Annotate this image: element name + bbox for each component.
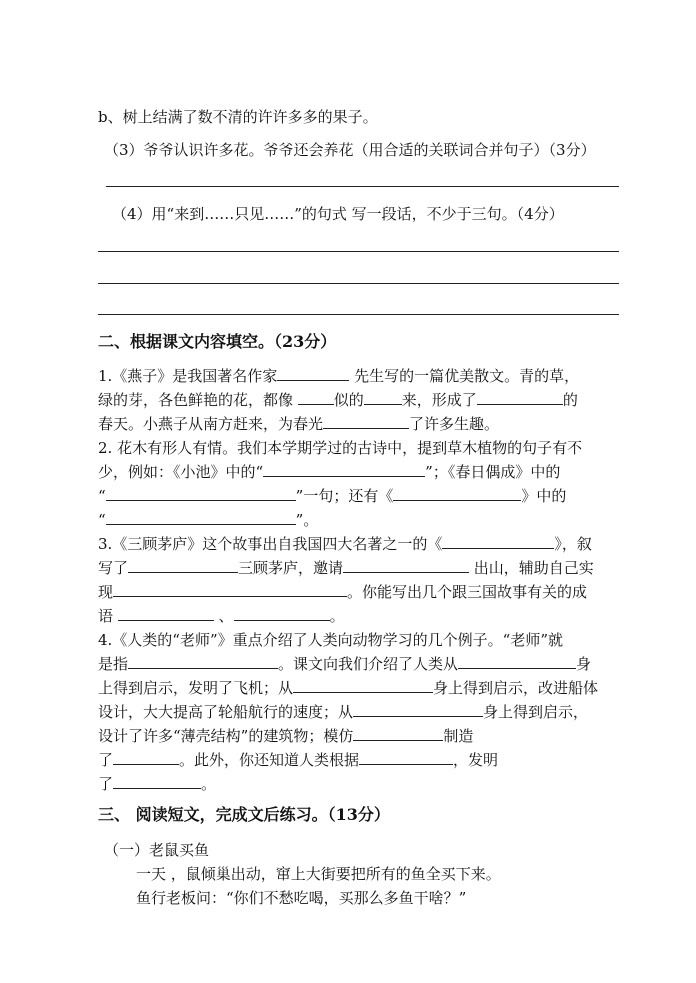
- text: 了许多生趣。: [409, 415, 500, 433]
- s2-q3-line1: [98, 534, 592, 554]
- text: “: [98, 487, 106, 505]
- s2-q4-line4: [98, 702, 588, 722]
- s2-q2-line2: [98, 462, 560, 482]
- fill-blank[interactable]: [458, 654, 576, 669]
- text: 现: [98, 583, 114, 601]
- s2-q1-line1: [98, 366, 579, 386]
- text: 来，形成了: [401, 391, 477, 409]
- fill-blank[interactable]: [128, 558, 238, 573]
- fill-blank[interactable]: [442, 534, 554, 549]
- fill-blank[interactable]: [477, 390, 563, 405]
- s2-q1-line2: [98, 390, 578, 410]
- text: ”。: [295, 511, 319, 529]
- s2-q2-line4: [98, 510, 318, 530]
- fill-blank[interactable]: [106, 510, 296, 525]
- text: ”；《春日偶成》中的: [425, 463, 561, 481]
- text: 春天。小燕子从南方赶来，为春光: [98, 415, 324, 433]
- s2-q4-line2: [98, 654, 591, 674]
- fill-blank[interactable]: [113, 774, 201, 789]
- text: 设计了许多“薄壳结构”的建筑物；模仿: [98, 727, 354, 745]
- text: 身上得到启示，: [483, 703, 589, 721]
- text: 少，例如：《小池》中的“: [98, 463, 264, 481]
- question-3: （3）爷爷认识许多花。爷爷还会养花（用合适的关联词合并句子）（3分）: [104, 141, 596, 159]
- fill-blank[interactable]: [343, 558, 469, 573]
- text: 。你能写出几个跟三国故事有关的成: [347, 583, 588, 601]
- fill-blank[interactable]: [353, 702, 483, 717]
- passage-paragraph: 鱼行老板问：“你们不愁吃喝，买那么多鱼干啥？”: [136, 889, 467, 907]
- s2-q2-line1: 2. 花木有形人有情。我们本学期学过的古诗中，提到草木植物的句子有不: [98, 439, 583, 457]
- fill-blank[interactable]: [277, 366, 349, 381]
- s2-q2-line3: [98, 486, 566, 506]
- text: 似的: [333, 391, 364, 409]
- section-2-title: 二、根据课文内容填空。（23分）: [98, 332, 337, 351]
- fill-blank[interactable]: [359, 750, 453, 765]
- text: 的: [562, 391, 578, 409]
- fill-blank[interactable]: [113, 750, 179, 765]
- question-4: （4）用“来到……只见……”的句式 写一段话，不少于三句。（4分）: [112, 205, 564, 223]
- text: 是指: [98, 655, 129, 673]
- text: 。: [329, 607, 345, 625]
- text: 身: [576, 655, 592, 673]
- text: 。课文向我们介绍了人类从: [278, 655, 459, 673]
- answer-line: [98, 251, 619, 252]
- s2-q4-line3: [98, 678, 598, 698]
- text: 语: [98, 607, 118, 625]
- passage-title: （一）老鼠买鱼: [104, 841, 210, 859]
- s2-q3-line3: [98, 582, 587, 602]
- text: 出山，辅助自己实: [469, 559, 594, 577]
- text: 身上得到启示，改进船体: [433, 679, 599, 697]
- text: 三顾茅庐，邀请: [238, 559, 344, 577]
- section-3-title: 三、 阅读短文，完成文后练习。（13分）: [98, 805, 390, 824]
- text: 制造: [443, 727, 474, 745]
- fill-blank[interactable]: [393, 486, 521, 501]
- text: 上得到启示，发明了飞机；从: [98, 679, 294, 697]
- fill-blank[interactable]: [293, 678, 433, 693]
- s2-q1-line3: [98, 414, 499, 434]
- text: 绿的芽，各色鲜艳的花，都像: [98, 391, 298, 409]
- text: 、: [213, 607, 234, 625]
- text: “: [98, 511, 106, 529]
- s2-q3-line2: [98, 558, 594, 578]
- text: 》中的: [521, 487, 567, 505]
- fill-blank[interactable]: [113, 582, 347, 597]
- fill-blank[interactable]: [234, 606, 330, 621]
- s2-q4-line7: [98, 774, 216, 794]
- fill-blank[interactable]: [323, 414, 409, 429]
- text: 。此外，你还知道人类根据: [179, 751, 360, 769]
- text: 》，叙: [554, 535, 592, 553]
- fill-blank[interactable]: [106, 486, 296, 501]
- s2-q4-line5: [98, 726, 473, 746]
- answer-line: [98, 283, 619, 284]
- sentence-b: b、树上结满了数不清的许许多多的果子。: [98, 108, 378, 126]
- s2-q4-line1: 4.《人类的“老师”》重点介绍了人类向动物学习的几个例子。“老师”就: [98, 631, 563, 649]
- text: 3.《三顾茅庐》这个故事出自我国四大名著之一的《: [98, 535, 443, 553]
- fill-blank[interactable]: [128, 654, 278, 669]
- text: 写了: [98, 559, 129, 577]
- s2-q3-line4: [98, 606, 345, 626]
- text: 了: [98, 775, 114, 793]
- text: 1.《燕子》是我国著名作家: [98, 367, 278, 385]
- text: 设计，大大提高了轮船航行的速度；从: [98, 703, 354, 721]
- fill-blank[interactable]: [364, 390, 402, 405]
- fill-blank[interactable]: [298, 390, 334, 405]
- fill-blank[interactable]: [118, 606, 214, 621]
- fill-blank[interactable]: [353, 726, 443, 741]
- text: 先生写的一篇优美散文。青的草，: [349, 367, 580, 385]
- text: 。: [201, 775, 217, 793]
- text: ”一句；还有《: [295, 487, 394, 505]
- answer-line: [98, 314, 619, 315]
- s2-q4-line6: [98, 750, 498, 770]
- passage-paragraph: 一天 ，鼠倾巢出动，窜上大街要把所有的鱼全买下来。: [136, 865, 501, 883]
- fill-blank[interactable]: [263, 462, 425, 477]
- text: ，发明: [453, 751, 499, 769]
- text: 了: [98, 751, 114, 769]
- answer-line: [106, 186, 619, 187]
